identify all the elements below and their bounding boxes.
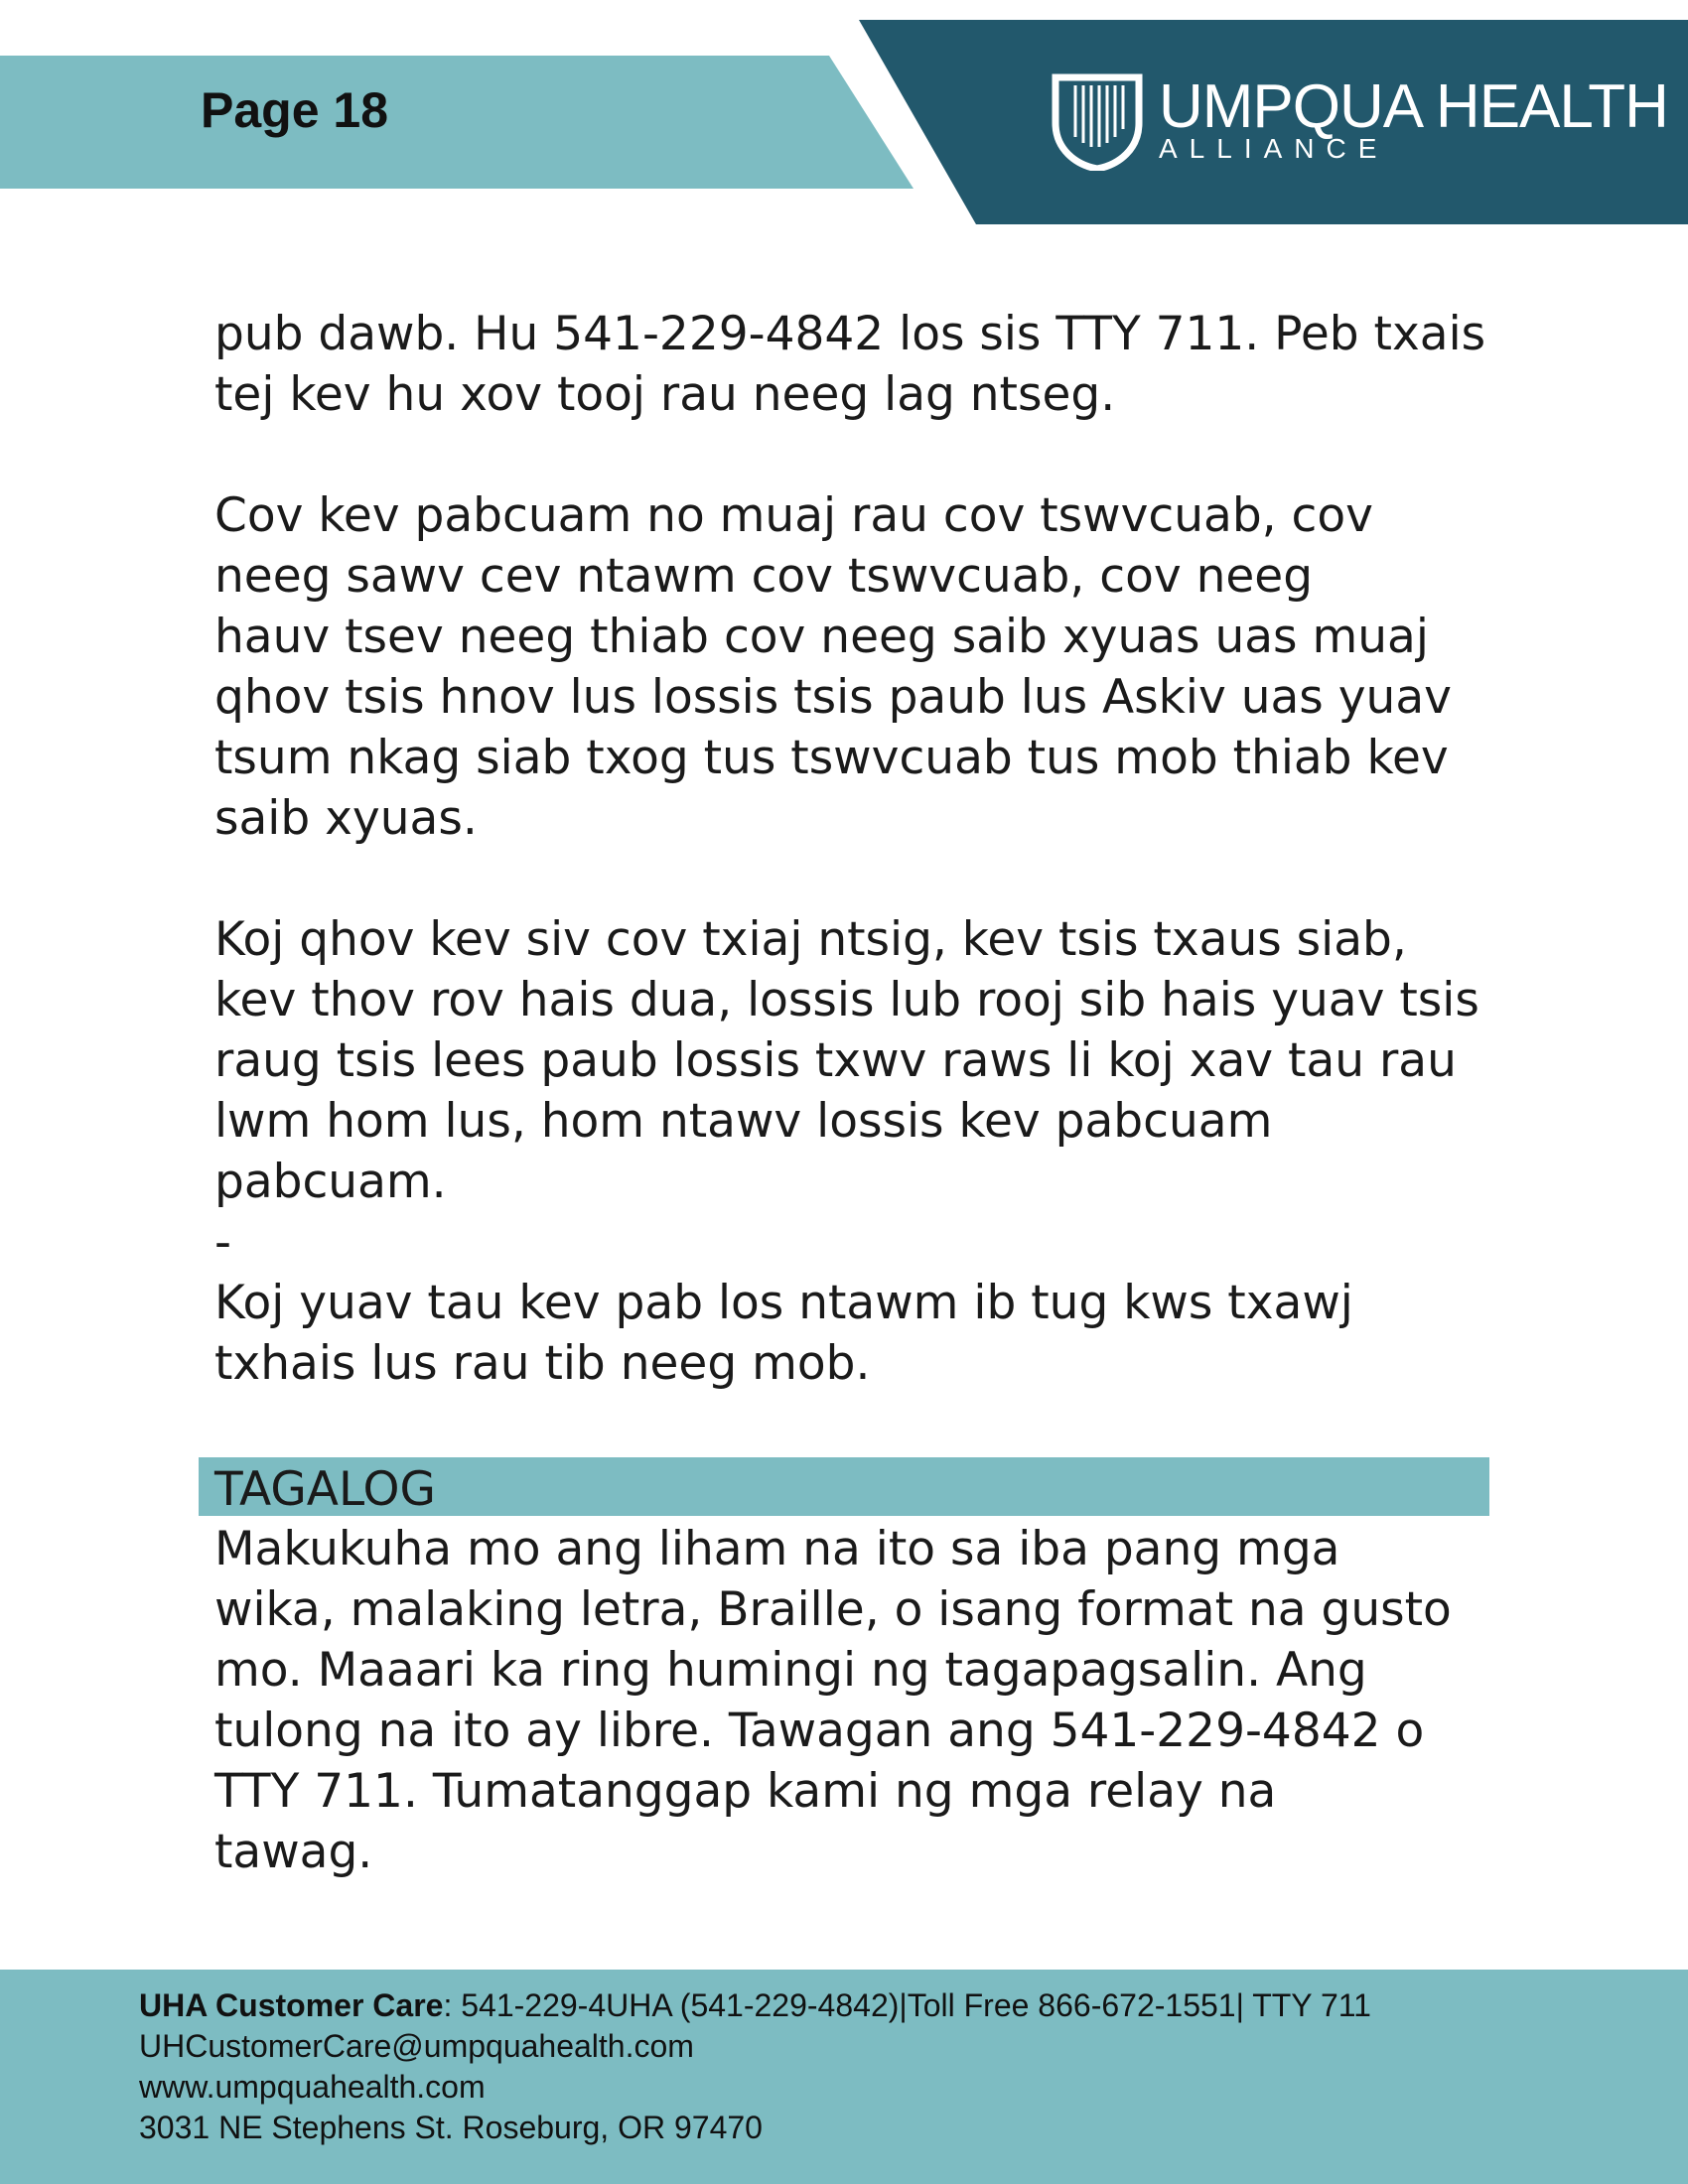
footer-customer-care [139,1985,1371,2026]
section-title: TAGALOG [214,1462,436,1517]
shield-logo-icon [1048,71,1147,171]
dash-separator: - [214,1215,231,1270]
paragraph-hmong-1: pub dawb. Hu 541-229-4842 los sis TTY 711. Peb txais tej kev hu xov tooj rau neeg lag ntseg. [214,307,1486,422]
footer [0,1970,1688,2184]
paragraph-hmong-2: Cov kev pabcuam no muaj rau cov tswvcuab, cov neeg sawv cev ntawm cov tswvcuab, cov neeg hauv tsev neeg thiab cov neeg saib xyuas uas muaj qhov tsis hnov lus lossis tsis paub lus Askiv uas yuav tsum nkag siab txog tus tswvcuab tus mob thiab kev saib xyuas. [214,488,1452,846]
page-number: Page 18 [201,82,389,138]
umpqua-health-logo [1048,71,1668,171]
logo-wordmark: UMPQUA HEALTH [1159,72,1668,141]
footer-email-link[interactable]: UHCustomerCare@umpquahealth.com [139,2028,694,2064]
customer-care-label: UHA Customer Care [139,1987,444,2023]
section-header-tagalog [199,1457,1489,1516]
paragraph-hmong-4: Koj yuav tau kev pab los ntawm ib tug kws txawj txhais lus rau tib neeg mob. [214,1276,1353,1391]
paragraph-hmong-3: Koj qhov kev siv cov txiaj ntsig, kev tsis txaus siab, kev thov rov hais dua, lossis lub rooj sib hais yuav tsis raug tsis lees paub lossis txwv raws li koj xav tau rau lwm hom lus, hom ntawv lossis kev pabcuam pabcuam. [214,912,1479,1209]
customer-care-phones: : 541-229-4UHA (541-229-4842)|Toll Free 866-672-1551| TTY 711 [443,1987,1371,2023]
header-band [0,56,914,189]
footer-address: 3031 NE Stephens St. Roseburg, OR 97470 [139,2110,763,2145]
logo-subtitle: ALLIANCE [1159,133,1389,164]
paragraph-tagalog: Makukuha mo ang liham na ito sa iba pang mga wika, malaking letra, Braille, o isang format na gusto mo. Maaari ka ring humingi ng tagapagsalin. Ang tulong na ito ay libre. Tawagan ang 541-229-4842 o TTY 711. Tumatanggap kami ng mga relay na tawag. [214,1522,1452,1879]
footer-website-link[interactable]: www.umpquahealth.com [139,2069,486,2105]
